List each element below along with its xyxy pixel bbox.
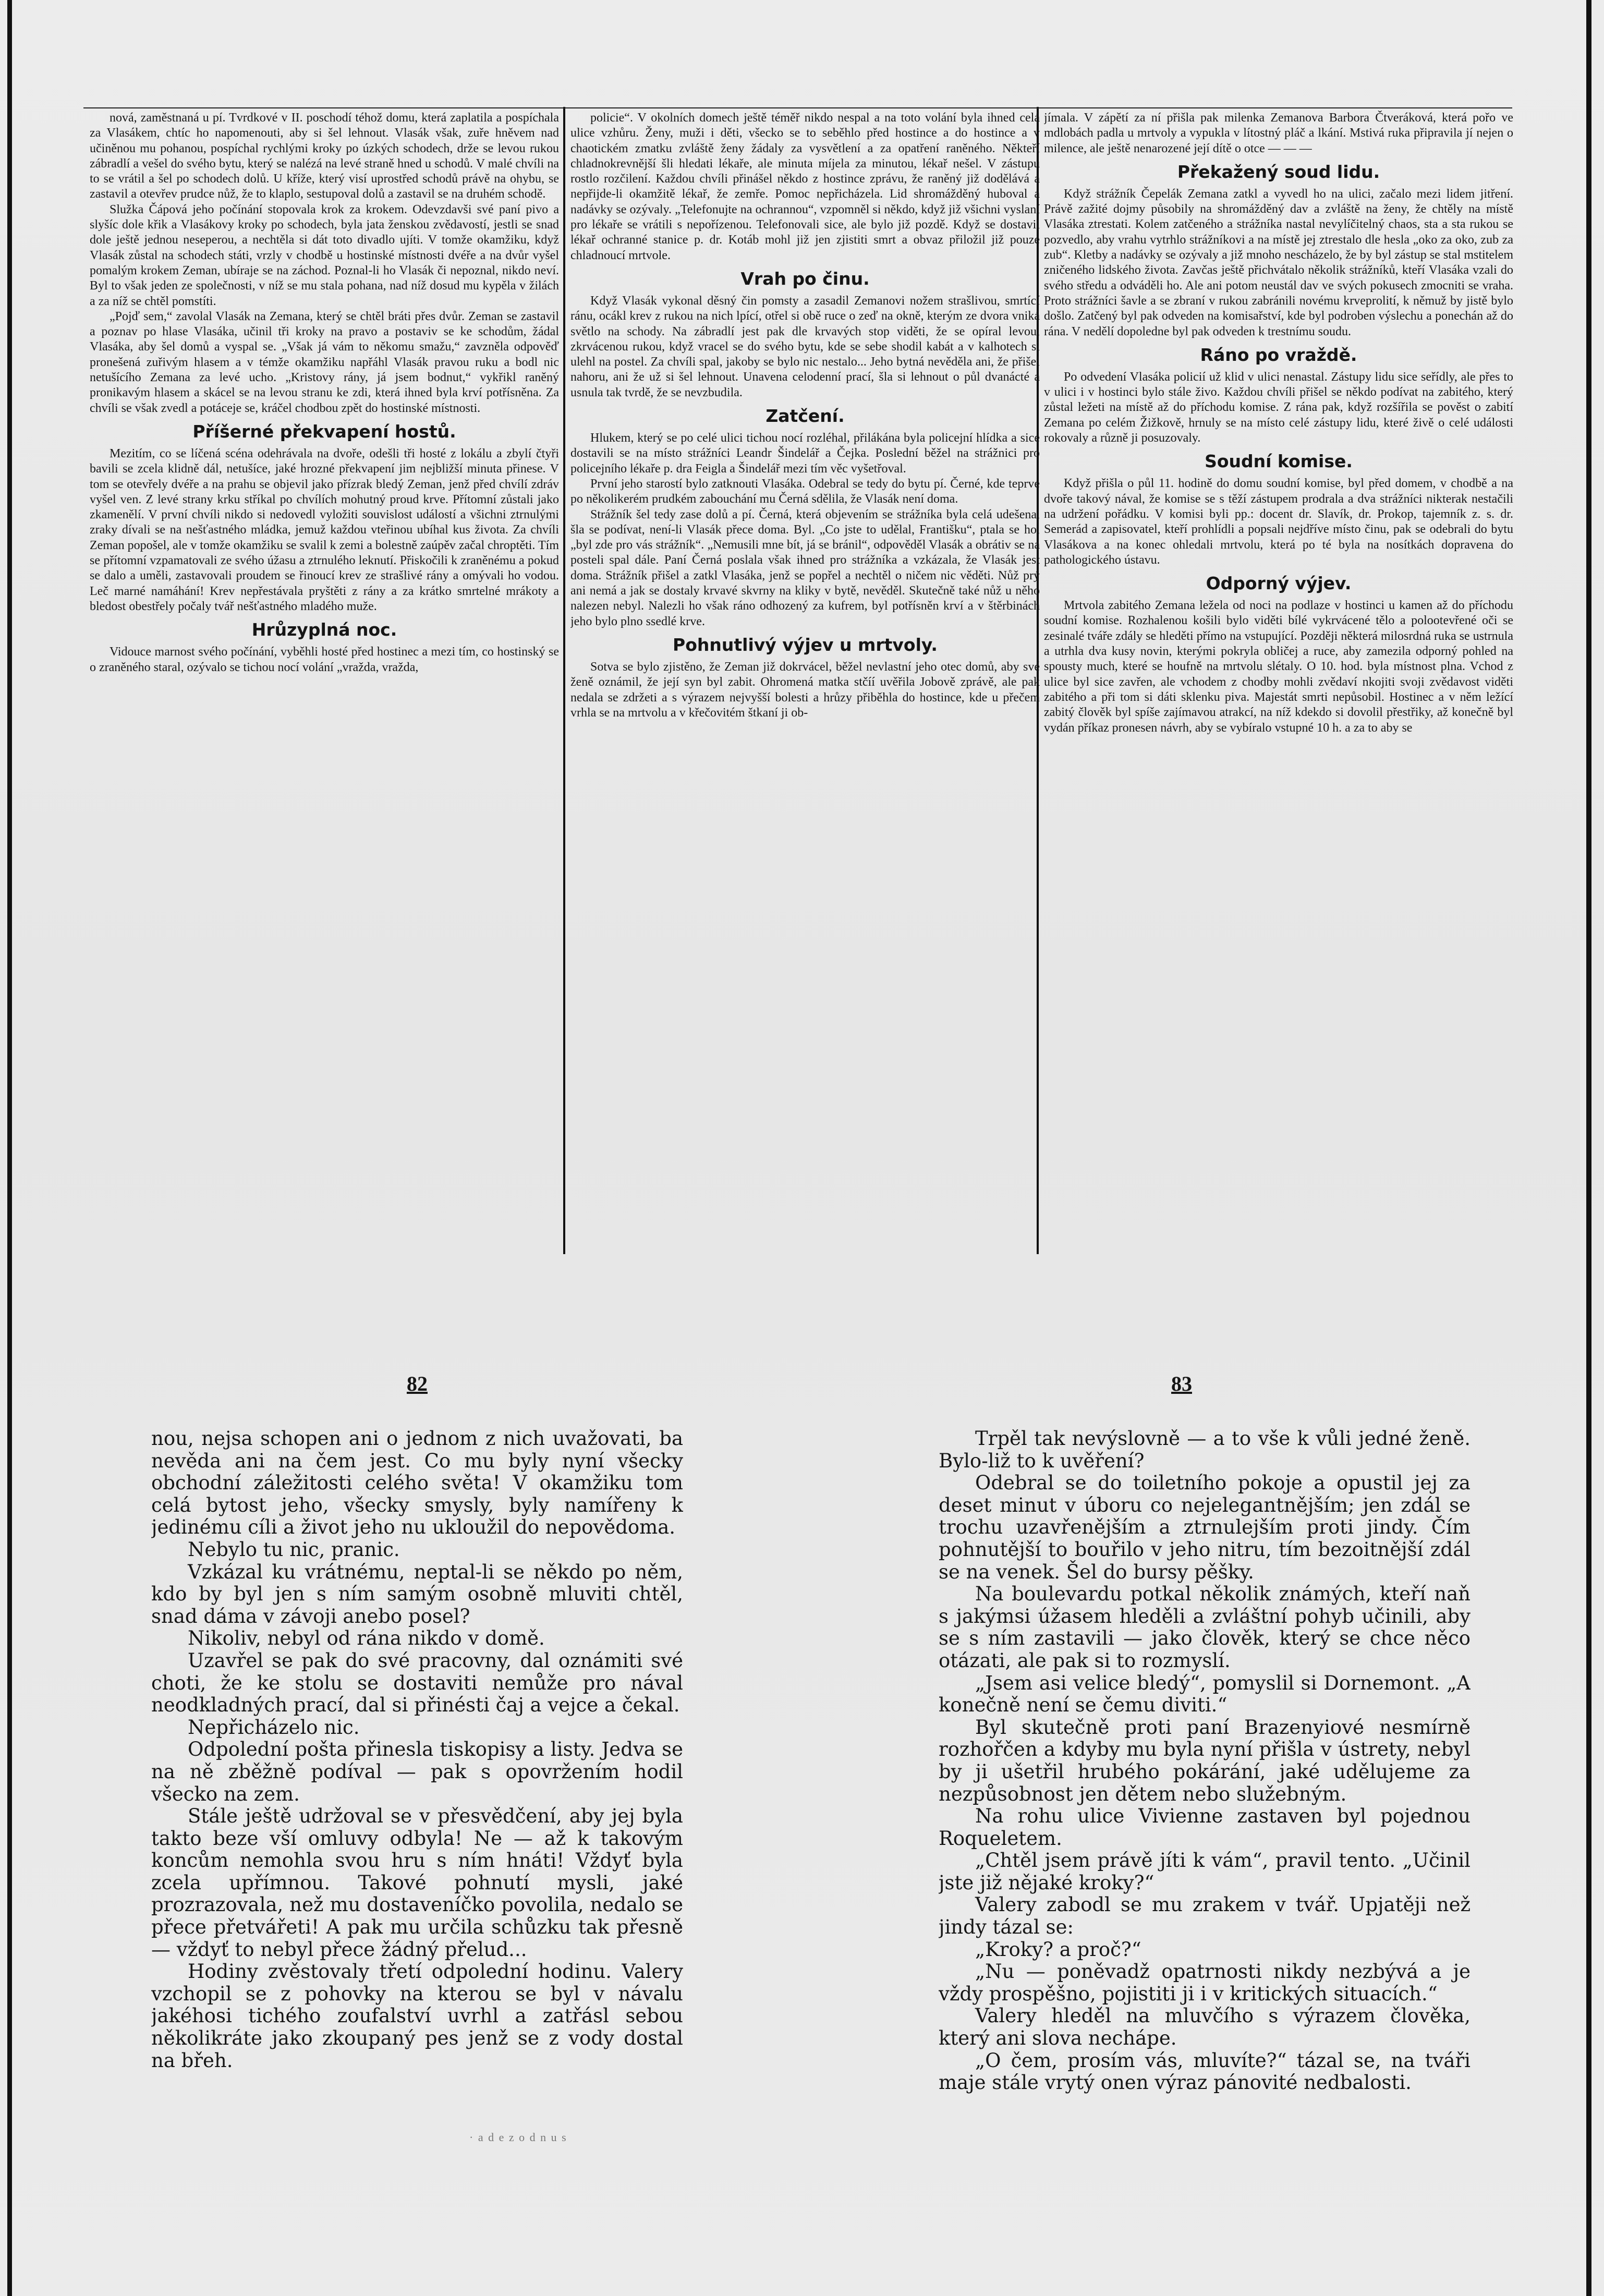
book-paragraph: Trpěl tak nevýslovně — a to vše k vůli jedné ženě. Bylo-liž to k uvěření? <box>939 1428 1471 1472</box>
book-paragraph: Stále ještě udržoval se v přesvědčení, aby jej byla takto beze vší omluvy odbyla! Ne — až k takovým koncům nemohla svou hru s ním hnáti! Vždyť byla zcela upřímnou. Takové pohnutí mysli, jaké prozrazovala, než mu dostaveníčko povolila, nedalo se přece přetvářeti! A pak mu určila schůzku tak přesně — vždyť to nebyl přece žádný přelud... <box>151 1805 683 1961</box>
article-paragraph: Hlukem, který se po celé ulici tichou nocí rozléhal, přilákána byla policejní hlídka a sice dostavili se na místo strážníci Leandr Šindelář a Čejka. Poslední běžel na strážnici pro policejního lékaře p. dra Feigla a Šindelář mezi tím věc vyšetřoval. <box>570 431 1040 476</box>
article-paragraph: Služka Čápová jeho počínání stopovala krok za krokem. Odevzdavši své paní pivo a slyšíc dole křik a Vlasákovy kroky po schodech, byla jata ženskou zvědavostí, jestli se snad dole ještě jednou neseperou, a nechtěla si dát toto divadlo ujíti. V tomže okamžiku, když Vlasák zůstal na schodech státi, vrzly v chodbě u hostinské místnosti dvéře a na dvůr vyšel pomalým krokem Zeman, ubíraje se na záchod. Poznal-li ho Vlasák či nepoznal, nikdo neví. Byl to však jeden ze společnosti, v níž se mu stala pohana, nad níž dosud mu kypěla v žilách a za níž se chtěl pomstíti. <box>90 202 559 308</box>
book-paragraph: „Nu — poněvadž opatrnosti nikdy nezbývá a je vždy prospěšno, pojistiti ji i v kritických situacích.“ <box>939 1960 1471 2005</box>
book-paragraph: Odebral se do toiletního pokoje a opustil jej za deset minut v úboru co nejelegantnějším; jen zdál se trochu uzavřenějším a ztrnulejším proti jindy. Čím pohnutější to bouřilo v jeho nitru, tím bezoitnější zdál se na venek. Šel do bursy pěšky. <box>939 1472 1471 1583</box>
article-paragraph: policie“. V okolních domech ještě téměř nikdo nespal a na toto volání byla ihned celá ulice vzhůru. Ženy, muži i děti, všecko se to seběhlo před hostince a do hostince a v chaotickém zmatku zvláště ženy žádaly za vysvětlení a za opatření raněného. Někteří chladnokrevnější šli hledati lékaře, ale minuta míjela za minutou, lékař nešel. V zástupu rostlo rozčilení. Každou chvíli přinášel někdo z hostince zprávu, že raněný již dodělává a nepřijde-li okamžitě lékař, že zemře. Pomoc nepřicházela. Lid shromážděný huboval a nadávky se ozývaly. „Telefonujte na ochrannou“, vzpomněl si někdo, když již všichni vyslaní pro lékaře se vrátili s nepořízenou. Telefonovali sice, ale bylo již pozdě. Když se dostavil lékař ochranné stanice p. dr. Kotáb mohl již jen zjistiti smrt a obvaz přiložil již pouze chladnoucí mrtvole. <box>570 111 1040 262</box>
section-heading: Zatčení. <box>765 406 845 427</box>
article-paragraph: jímala. V zápětí za ní přišla pak milenka Zemanova Barbora Čtveráková, která pořo ve mdlobách padla u mrtvoly a vypukla v lítostný pláč a lkání. Mstivá ruka připravila jí nejen o milence, ale ještě nenarozené její dítě o otce — — — <box>1044 111 1513 155</box>
right-book-page <box>939 1428 1471 2179</box>
column-rule-1 <box>563 107 565 1254</box>
section-heading: Pohnutlivý výjev u mrtvoly. <box>673 634 938 655</box>
book-paragraph: Valery hleděl na mluvčího s výrazem člověka, který ani slova nechápe. <box>939 2005 1471 2050</box>
article-paragraph: Sotva se bylo zjistěno, že Zeman již dokrvácel, běžel nevlastní jeho otec domů, aby své ženě oznámil, že její syn byl zabit. Ohromená matka stčíí uvěřila Jobově zprávě, ale pak nedala se zdržeti a s výrazem nejvyšší bolesti a hrůzy přiběhla do hostince, kde u přečem vrhla se na mrtvolu a v křečovitém štkaní ji ob- <box>570 660 1040 720</box>
newspaper-column-3 <box>1044 111 1513 1255</box>
section-heading: Ráno po vraždě. <box>1200 344 1357 365</box>
book-paragraph: Byl skutečně proti paní Brazenyiové nesmírně rozhořčen a kdyby mu byla nyní přišla v ústrety, nebyl by ji ušetřil hrubého pokárání, jaké udělujeme za nezpůsobnost jen dětem nebo služebným. <box>939 1716 1471 1805</box>
left-book-page <box>151 1428 683 2179</box>
article-paragraph: Po odvedení Vlasáka policií už klid v ulici nenastal. Zástupy lidu sice seřídly, ale přes to v ulici i v hostinci bylo stále živo. Každou chvíli přišel se někdo podívat na zabitého, který zůstal ležeti na místě až do příchodu komise. Z rána pak, když rozšířila se pověst o zabití Zemana po celém Žižkově, hrnuly se na místo celé zástupy lidu, které živě o celé události rokovaly a různě ji posuzovaly. <box>1044 370 1513 445</box>
book-paragraph: Odpolední pošta přinesla tiskopisy a listy. Jedva se na ně zběžně podíval — pak s opovržením hodil všecko na zem. <box>151 1738 683 1805</box>
newspaper-column-2 <box>570 111 1040 1255</box>
article-paragraph: Vidouce marnost svého počínání, vyběhli hosté před hostinec a mezi tím, co hostinský se o zraněného staral, ozývalo se tichou nocí volání „vražda, vražda, <box>90 645 559 674</box>
article-paragraph: nová, zaměstnaná u pí. Tvrdkové v II. poschodí téhož domu, která zaplatila a pospíchala za Vlasákem, chtíc ho napomenouti, aby si šel lehnout. Vlasák však, zuře hněvem nad učiněnou mu pohanou, pospíchal rychlými kroky po úzkých schodech, drže se levou rukou zábradlí a vešel do svého bytu, který se nalézá na levé straně hned u schodů. V malé chvíli na to se vrátil a šel po schodech dolů. U kříže, který visí uprostřed schodů právě na ohybu, se zastavil a otevřev prudce nůž, že to klaplo, sestupoval dolů a zastavil se na druhém schodě. <box>90 111 559 201</box>
section-heading: Odporný výjev. <box>1206 573 1352 594</box>
book-paragraph: Hodiny zvěstovaly třetí odpolední hodinu. Valery vzchopil se z pohovky na kterou se byl v návalu jakéhosi tichého zoufalství uvrhl a zatřásl sebou několikráte jako zkoupaný pes jenž se z vody dostal na břeh. <box>151 1960 683 2072</box>
article-paragraph: Mrtvola zabitého Zemana ležela od noci na podlaze v hostinci u kamen až do příchodu soudní komise. Rozhalenou košili bylo viděti bílé vykrvácené tělo a polootevřené oči se zesinalé tváře zdály se hleděti přímo na vstupující. Později některá milosrdná ruka se ustrnula a utrhla dva kusy novin, kterými pokryla obličej a ruce, aby zamezila odporný pohled na spousty much, které se houfně na mrtvolu slétaly. O 10. hod. byla místnost plna. Vchod z ulice byl sice zavřen, ale vchodem z chodby mohli zvědaví nkojiti svoji zvědavost viděti zabitého a při tom si dáti sklenku piva. Majestát smrti nepůsobil. Hostinec a v něm ležící zabitý člověk byl spíše zajímavou atrakcí, na níž kdekdo si dovolil přestřiky, až konečně byl vydán příkaz pronesen návrh, aby se vybíralo vstupné 10 h. a za to aby se <box>1044 599 1513 735</box>
book-paragraph: „Chtěl jsem právě jíti k vám“, pravil tento. „Učinil jste již nějaké kroky?“ <box>939 1849 1471 1894</box>
section-heading: Překažený soud lidu. <box>1177 161 1380 182</box>
section-heading: Vrah po činu. <box>740 268 870 289</box>
article-paragraph: Když Vlasák vykonal děsný čin pomsty a zasadil Zemanovi nožem strašlivou, smrtící ránu, ocákl krev z rukou na nich lpící, otřel si obě ruce o zeď na okně, kterým ze dvora vniká světlo na schody. Na zábradlí jest pak dle krvavých stop viděti, že se opíral levou, zkrvácenou rukou, když vracel se do svého bytu, kde se sebe shodil kabát a v kalhotech si ulehl na postel. Za chvíli spal, jakoby se bylo nic nestalo... Jeho bytná nevěděla ani, že přišel nahoru, ani že už si šel lehnout. Unavena celodenní prací, šla si lehnout o půl dvanácté a usnula tak tvrdě, že se nevzbudila. <box>570 294 1040 399</box>
book-paragraph: Na rohu ulice Vivienne zastaven byl pojednou Roqueletem. <box>939 1805 1471 1850</box>
book-paragraph: Na boulevardu potkal několik známých, kteří naň s jakýmsi úžasem hleděli a zvláštní pohyb učinili, aby se s ním zastavili — jako člověk, který se chce něco otázati, ale pak si to rozmyslí. <box>939 1583 1471 1672</box>
section-heading: Soudní komise. <box>1205 451 1353 472</box>
top-rule <box>83 107 1512 108</box>
article-paragraph: Když přišla o půl 11. hodině do domu soudní komise, byl před domem, v chodbě a na dvoře takový nával, že komise se s těží zástupem prodrala a dva strážníci nikterak nestačili na udržení pořádku. V komisi byli pp.: docent dr. Slavík, dr. Prokop, tajemník z. s. dr. Semerád a zapisovatel, kteří prohlídli a popsali nejdříve místo činu, pak se odebrali do bytu Vlasákova a na konec ohledali mrtvolu, která po té byla na nosítkách dopravena do pathologického ústavu. <box>1044 477 1513 567</box>
article-paragraph: „Pojď sem,“ zavolal Vlasák na Zemana, který se chtěl bráti přes dvůr. Zeman se zastavil a poznav po hlase Vlasáka, učinil tři kroky na pravo a postaviv se ke schodům, žádal Vlasáka, aby šel domů a vyspal se. „Však já vám to někomu smažu,“ zavzněla odpověď pronešená zuřivým hlasem a v témže okamžiku napřáhl Vlasák pravou ruku a bodl nic netušícího Zemana za levé ucho. „Kristovy rány, já jsem bodnut,“ vykřikl raněný pronikavým hlasem a skácel se na levou stranu ke zdi, která ihned byla krví potřísněna. Za chvíli se však zvedl a potáceje se, kráčel chodbou zpět do hostinské místnosti. <box>90 309 559 415</box>
book-paragraph: Vzkázal ku vrátnému, neptal-li se někdo po něm, kdo by byl jen s ním samým osobně mluviti chtěl, snad dáma v závoji anebo posel? <box>151 1560 683 1627</box>
book-paragraph: Nikoliv, nebyl od rána nikdo v domě. <box>188 1627 545 1650</box>
section-heading: Příšerné překvapení hostů. <box>192 421 456 442</box>
book-paragraph: „Kroky? a proč?“ <box>975 1938 1141 1961</box>
article-paragraph: První jeho starostí bylo zatknouti Vlasáka. Odebral se tedy do bytu pí. Černé, kde teprve po několikerém prudkém zabouchání mu Černá sdělila, že Vlasák není doma. <box>570 477 1040 506</box>
book-paragraph: nou, nejsa schopen ani o jednom z nich uvažovati, ba nevěda ani na čem jest. Co mu byly nyní všecky obchodní záležitosti celého světa! V okamžiku tom celá bytost jeho, všecky smysly, byly namířeny k jedinému cíli a život jeho nu ukloužil do nepovědoma. <box>151 1428 683 1539</box>
article-paragraph: Když strážník Čepelák Zemana zatkl a vyvedl ho na ulici, začalo mezi lidem jitření. Právě zažité dojmy působily na shromážděný dav a zvláště na ženy, že chtěly na místě Vlasáka ztrestati. Kolem zatčeného a strážníka nastal nevylíčitelný chaos, sta a sta rukou se pozvedlo, aby vrahu vytrhlo strážníkovi a na místě jej ztrestalo dle hesla „oko za oko, zub za zub“. Kletby a nadávky se ozývaly a již mnoho nescházelo, že by byl zástup se stal mstitelem zničeného lidského života. Zavčas ještě přichvátalo několik strážníků, kteří Vlasáka vzali do svého středu a odváděli ho. Ale ani potom neustál dav ve svých pokusech zmocniti se vraha. Proto strážníci šavle a se zbraní v rukou zabránili novému krveprolití, k němuž by jistě bylo došlo. Zatčený byl pak odveden na komisařství, kde byl podroben výslechu a ponechán až do rána. V nedělí dopoledne byl pak odveden k trestnímu soudu. <box>1044 187 1513 338</box>
left-page-number: 82 <box>407 1372 428 1395</box>
right-border-rule <box>1586 0 1591 2296</box>
section-heading: Hrůzyplná noc. <box>251 619 397 640</box>
book-paragraph: Valery zabodl se mu zrakem v tvář. Upjatěji než jindy tázal se: <box>939 1893 1471 1939</box>
book-paragraph: Uzavřel se pak do své pracovny, dal oznámiti své choti, že ke stolu se dostaviti nemůže pro nával neodkladných prací, dal si přinésti čaj a vejce a čekal. <box>151 1649 683 1717</box>
footer-stamp: · a d e z o d n u s <box>469 2131 567 2144</box>
book-paragraph: Nepřicházelo nic. <box>188 1716 360 1739</box>
book-paragraph: „Jsem asi velice bledý“, pomyslil si Dornemont. „A konečně není se čemu diviti.“ <box>939 1671 1471 1717</box>
book-paragraph: Nebylo tu nic, pranic. <box>188 1538 400 1561</box>
article-paragraph: Strážník šel tedy zase dolů a pí. Černá, která objevením se strážníka byla celá udešena, šla se podívat, není-li Vlasák přece doma. Byl. „Co jste to udělal, Františku“, ptala se ho, „byl zde pro vás strážník“. „Nemusili mne bít, já se bránil“, odpověděl Vlasák a obrátiv se na posteli spal dále. Paní Černá poslala však ihned pro strážníka a vzkázala, že Vlasák jest doma. Strážník přišel a zatkl Vlasáka, jenž se popřel a nechtěl o ničem nic věděti. Nůž prý ani nemá a jak se dostaly krvavé skvrny na kliky v bytě, nevěděl. Skutečně také nůž u něho nalezen nebyl. Nalezli ho však ráno odhozený za kufrem, byl potřísněn krví a v štěrbinách jeho bylo plno ssedlé krve. <box>570 507 1040 628</box>
book-paragraph: „O čem, prosím vás, mluvíte?“ tázal se, na tváři maje stále vrytý onen výraz pánovité nedbalosti. <box>939 2049 1471 2094</box>
article-paragraph: Mezitím, co se líčená scéna odehrávala na dvoře, odešli tři hosté z lokálu a zbylí čtyři bavili se zcela klidně dál, netušíce, jaké hrozné překvapení jim nejbližší minuta přinese. V tom se otevřely dvéře a na prahu se objevil jako přízrak bledý Zeman, jenž před chvílí zdráv vyšel ven. Z levé strany krku stříkal po chvílích mohutný proud krve. Přítomní zůstali jako zkamenělí. V první chvíli nikdo si nedovedl vyložiti souvislost událostí a všichni ztrnulými zraky dívali se na nešťastného mládka, jemuž každou vteřinou ubíhal kus života. Za chvíli Zeman popošel, ale v tomže okamžiku se svalil k zemi a bolestně zaúpěv začal chroptěti. Tím se přítomní vzpamatovali ze svého úžasu a ztrnulého leknutí. Přiskočili k zraněnému a pokud se dalo a uměli, zastavovali proudem se řinoucí krev ze strašlivé rány a omývali ho vodou. Leč marné namáhání! Krev nepřestávala pryštěti z rány a za krátko smrtelné mrákoty a bledost obestřely počaly tvář nešťastného mladého muže. <box>90 446 559 613</box>
left-border-rule <box>7 0 12 2296</box>
newspaper-column-1 <box>90 111 559 1255</box>
right-page-number: 83 <box>1171 1372 1192 1395</box>
